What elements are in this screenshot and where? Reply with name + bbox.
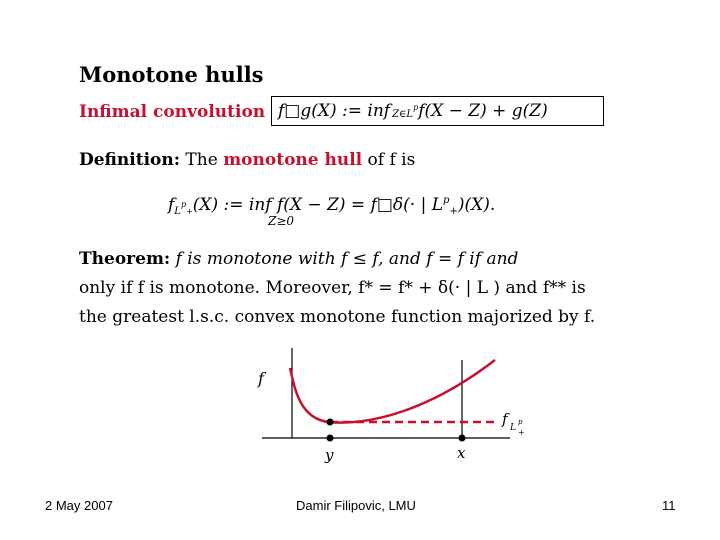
def-formula-end: )(X). bbox=[457, 195, 496, 215]
def-formula-lhs-sub: L bbox=[174, 206, 181, 217]
infimal-sub-sup: p bbox=[413, 102, 419, 112]
def-formula-lhs-sub-sub: + bbox=[186, 207, 193, 216]
x-point bbox=[459, 435, 466, 442]
theorem-line1: f is monotone with f ≤ f, and f = f if and bbox=[170, 249, 519, 269]
function-curve bbox=[290, 360, 495, 423]
footer-author: Damir Filipovic, LMU bbox=[296, 498, 416, 513]
theorem-line-1 bbox=[79, 249, 518, 269]
def-formula-mid-sub: + bbox=[449, 206, 458, 217]
definition-pre: The bbox=[180, 150, 224, 170]
monotone-hull-figure bbox=[250, 340, 540, 470]
hull-label: f bbox=[502, 410, 508, 428]
def-inf-sub: Z≥0 bbox=[268, 214, 295, 228]
def-formula-lhs: f bbox=[168, 195, 175, 215]
def-formula-lhs-sub-sup: p bbox=[180, 200, 187, 209]
definition-line bbox=[79, 150, 415, 170]
footer-page-number: 11 bbox=[662, 498, 676, 513]
hull-sub-sup: p bbox=[518, 418, 523, 426]
infimal-label: Infimal convolution bbox=[79, 102, 266, 122]
theorem-label: Theorem: bbox=[79, 249, 171, 269]
infimal-sub: Z∈L bbox=[392, 108, 414, 120]
y-point bbox=[327, 435, 334, 442]
theorem-line-3: the greatest l.s.c. convex monotone function majorized by f. bbox=[79, 307, 596, 327]
slide-title: Monotone hulls bbox=[79, 62, 264, 87]
f-label: f bbox=[258, 369, 264, 388]
def-formula-mid-sup: p bbox=[443, 195, 450, 206]
definition-formula bbox=[168, 195, 495, 217]
infimal-formula: f□g(X) := inf bbox=[278, 101, 391, 121]
def-formula-mid: (X) := inf f(X − Z) = f□δ(· | L bbox=[192, 195, 444, 215]
hull-sub-sub: + bbox=[518, 428, 525, 437]
footer-date: 2 May 2007 bbox=[45, 498, 113, 513]
theorem-line-2: only if f is monotone. Moreover, f* = f* + δ(· | L ) and f** is bbox=[79, 278, 586, 298]
infimal-formula-rest: f(X − Z) + g(Z) bbox=[418, 101, 548, 121]
x-label: x bbox=[457, 444, 466, 462]
hull-sub: L bbox=[510, 423, 516, 433]
definition-label: Definition: bbox=[79, 150, 181, 170]
y-label: y bbox=[325, 446, 334, 464]
definition-post: of f is bbox=[362, 150, 416, 170]
infimal-formula-box bbox=[271, 96, 604, 126]
definition-term: monotone hull bbox=[223, 150, 363, 170]
minimum-point bbox=[327, 419, 334, 426]
